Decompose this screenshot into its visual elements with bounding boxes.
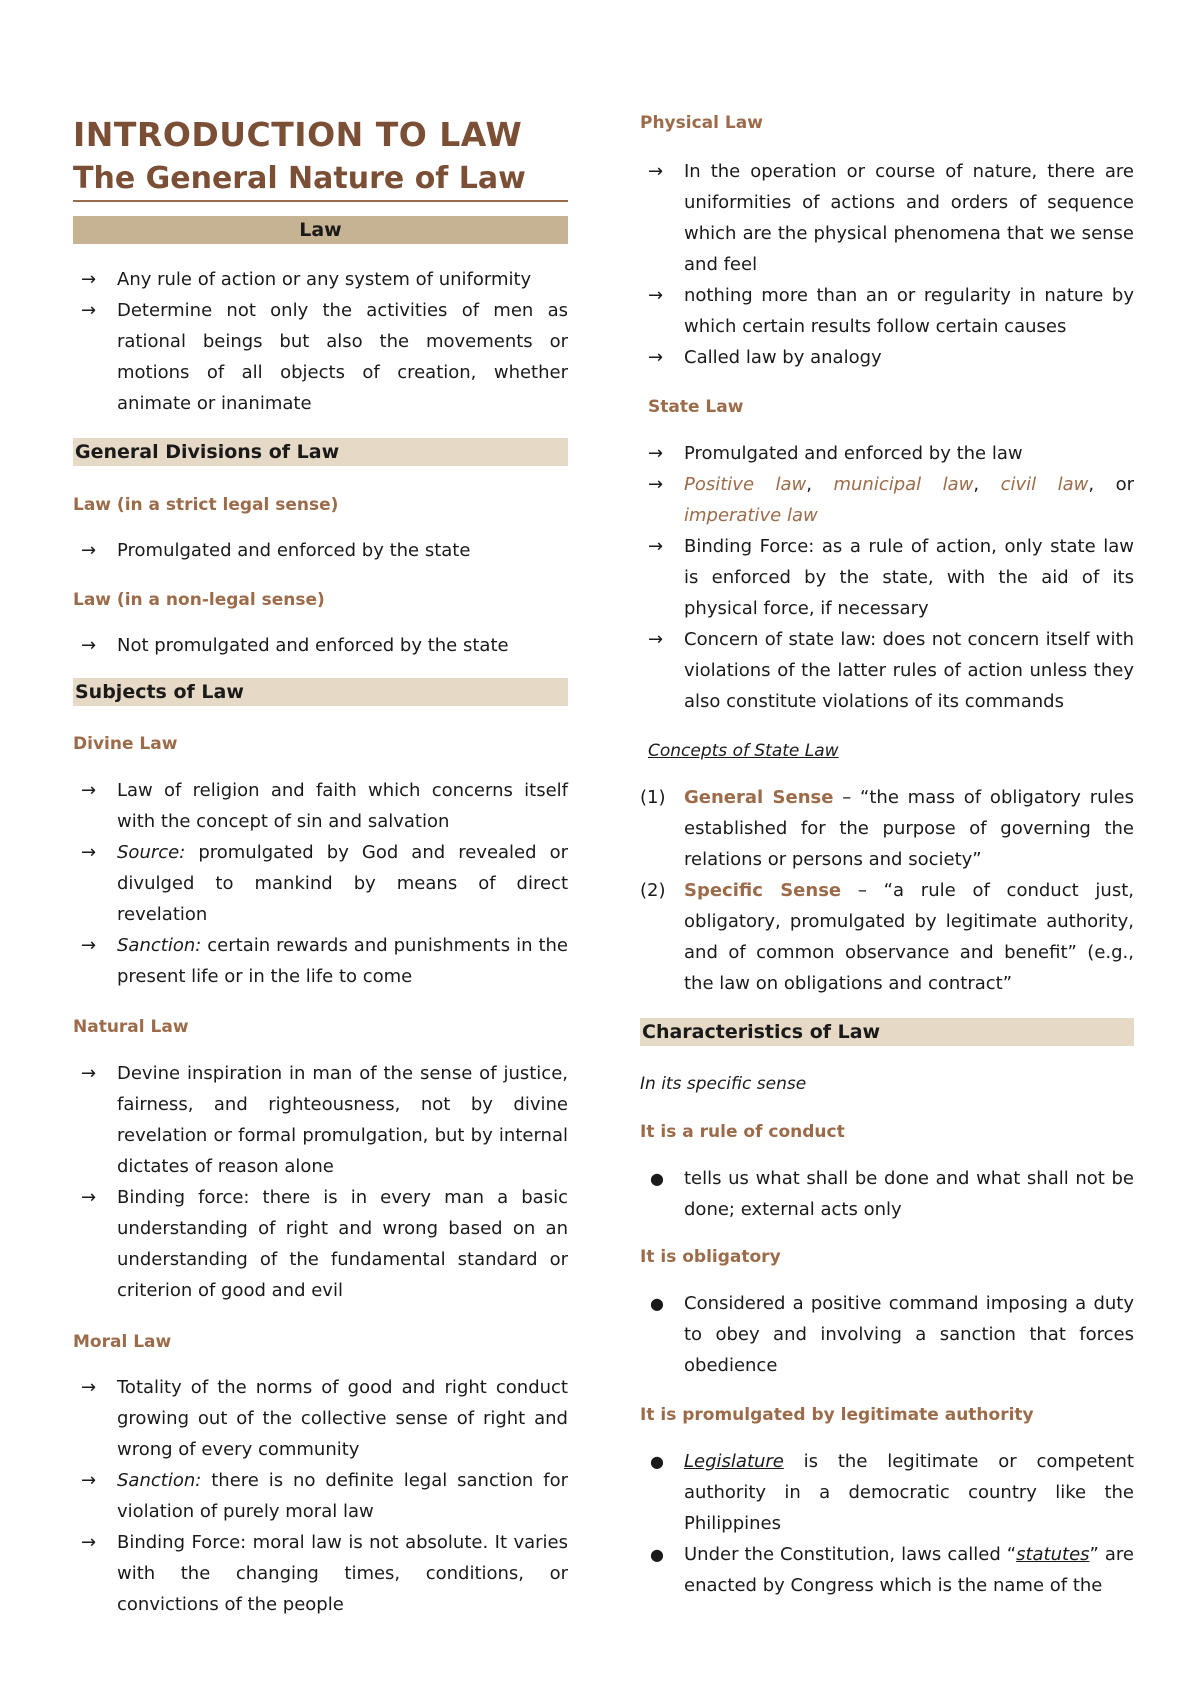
law-definition-list	[73, 264, 568, 419]
list-item: → Determine not only the activities of men as rational beings but also the movements or motions of all objects of creation, whether animate or inanimate	[73, 295, 568, 419]
subheading-natural-law: Natural Law	[73, 1017, 189, 1037]
list-item: → Not promulgated and enforced by the state	[73, 630, 568, 661]
list-item: → In the operation or course of nature, there are uniformities of actions and orders of sequence which are the physical phenomena that we sense and feel	[640, 156, 1134, 280]
arrow-icon: →	[648, 161, 664, 182]
bullet-icon: ●	[650, 1545, 664, 1564]
document-subtitle: The General Nature of Law	[73, 161, 526, 196]
list-item: → Called law by analogy	[640, 342, 1134, 373]
divine-law-list	[73, 775, 568, 992]
subheading-non-legal-sense: Law (in a non-legal sense)	[73, 590, 325, 610]
list-item: → Binding force: there is in every man a basic understanding of right and wrong based on an understanding of the fundamental standard or criterion of good and evil	[73, 1182, 568, 1306]
list-item: → Concern of state law: does not concern itself with violations of the latter rules of action unless they also constitute violations of its commands	[640, 624, 1134, 717]
arrow-icon: →	[81, 269, 97, 290]
section-bar-general-divisions: General Divisions of Law	[73, 438, 568, 466]
list-item: → Binding Force: as a rule of action, only state law is enforced by the state, with the aid of its physical force, if necessary	[640, 531, 1134, 624]
section-bar-characteristics: Characteristics of Law	[640, 1018, 1134, 1046]
subheading-moral-law: Moral Law	[73, 1332, 172, 1352]
list-item: ● Considered a positive command imposing a duty to obey and involving a sanction that forces obedience	[640, 1288, 1134, 1381]
title-underline	[73, 200, 568, 202]
list-number: (2)	[640, 880, 666, 901]
list-item: → Law of religion and faith which concerns itself with the concept of sin and salvation	[73, 775, 568, 837]
non-legal-list	[73, 630, 568, 661]
arrow-icon: →	[648, 443, 664, 464]
list-item: → Binding Force: moral law is not absolute. It varies with the changing times, conditions, or convictions of the people	[73, 1527, 568, 1620]
subheading-strict-legal-sense: Law (in a strict legal sense)	[73, 495, 339, 515]
list-item: → Any rule of action or any system of uniformity	[73, 264, 568, 295]
arrow-icon: →	[81, 1187, 97, 1208]
list-item: → Sanction: there is no definite legal sanction for violation of purely moral law	[73, 1465, 568, 1527]
subheading-specific-sense: In its specific sense	[640, 1074, 807, 1094]
list-item: → Devine inspiration in man of the sense of justice, fairness, and righteousness, not by divine revelation or formal promulgation, but by internal dictates of reason alone	[73, 1058, 568, 1182]
natural-law-list	[73, 1058, 568, 1306]
list-item: ● tells us what shall be done and what shall not be done; external acts only	[640, 1163, 1134, 1225]
list-item: → Totality of the norms of good and right conduct growing out of the collective sense of right and wrong of every community	[73, 1372, 568, 1465]
list-item: (2) Specific Sense – “a rule of conduct just, obligatory, promulgated by legitimate authority, and of common observance and benefit” (e.g., the law on obligations and contract”	[640, 875, 1134, 999]
list-number: (1)	[640, 787, 666, 808]
list-item: → Positive law, municipal law, civil law, or imperative law	[640, 469, 1134, 531]
arrow-icon: →	[81, 635, 97, 656]
physical-law-list	[640, 156, 1134, 373]
subheading-state-law: State Law	[648, 397, 744, 417]
legitimate-authority-list	[640, 1446, 1134, 1601]
arrow-icon: →	[81, 540, 97, 561]
arrow-icon: →	[81, 780, 97, 801]
strict-legal-list	[73, 535, 568, 566]
list-item: (1) General Sense – “the mass of obligatory rules established for the purpose of governing the relations or persons and society”	[640, 782, 1134, 875]
list-item: → Sanction: certain rewards and punishments in the present life or in the life to come	[73, 930, 568, 992]
arrow-icon: →	[81, 935, 97, 956]
bullet-icon: ●	[650, 1169, 664, 1188]
list-item: → Promulgated and enforced by the state	[73, 535, 568, 566]
arrow-icon: →	[648, 536, 664, 557]
arrow-icon: →	[81, 1532, 97, 1553]
bullet-icon: ●	[650, 1452, 664, 1471]
arrow-icon: →	[81, 1063, 97, 1084]
subheading-physical-law: Physical Law	[640, 113, 763, 133]
section-bar-subjects-of-law: Subjects of Law	[73, 678, 568, 706]
arrow-icon: →	[81, 300, 97, 321]
list-item: → Source: promulgated by God and revealed or divulged to mankind by means of direct revelation	[73, 837, 568, 930]
rule-of-conduct-list	[640, 1163, 1134, 1225]
arrow-icon: →	[648, 347, 664, 368]
arrow-icon: →	[81, 842, 97, 863]
subheading-divine-law: Divine Law	[73, 734, 178, 754]
subheading-obligatory: It is obligatory	[640, 1247, 781, 1267]
arrow-icon: →	[648, 285, 664, 306]
list-item: → Promulgated and enforced by the law	[640, 438, 1134, 469]
subheading-rule-of-conduct: It is a rule of conduct	[640, 1122, 845, 1142]
document-title: INTRODUCTION TO LAW	[73, 115, 523, 154]
arrow-icon: →	[81, 1377, 97, 1398]
moral-law-list	[73, 1372, 568, 1620]
bullet-icon: ●	[650, 1294, 664, 1313]
concepts-list	[640, 782, 1134, 999]
obligatory-list	[640, 1288, 1134, 1381]
subheading-legitimate-authority: It is promulgated by legitimate authority	[640, 1405, 1034, 1425]
state-law-list	[640, 438, 1134, 717]
section-bar-law: Law	[73, 216, 568, 244]
list-item: → nothing more than an or regularity in nature by which certain results follow certain causes	[640, 280, 1134, 342]
list-item: ● Under the Constitution, laws called “statutes” are enacted by Congress which is the name of the	[640, 1539, 1134, 1601]
arrow-icon: →	[648, 629, 664, 650]
arrow-icon: →	[81, 1470, 97, 1491]
list-item: ● Legislature is the legitimate or competent authority in a democratic country like the Philippines	[640, 1446, 1134, 1539]
subheading-concepts-of-state-law: Concepts of State Law	[648, 741, 839, 761]
arrow-icon: →	[648, 474, 664, 495]
